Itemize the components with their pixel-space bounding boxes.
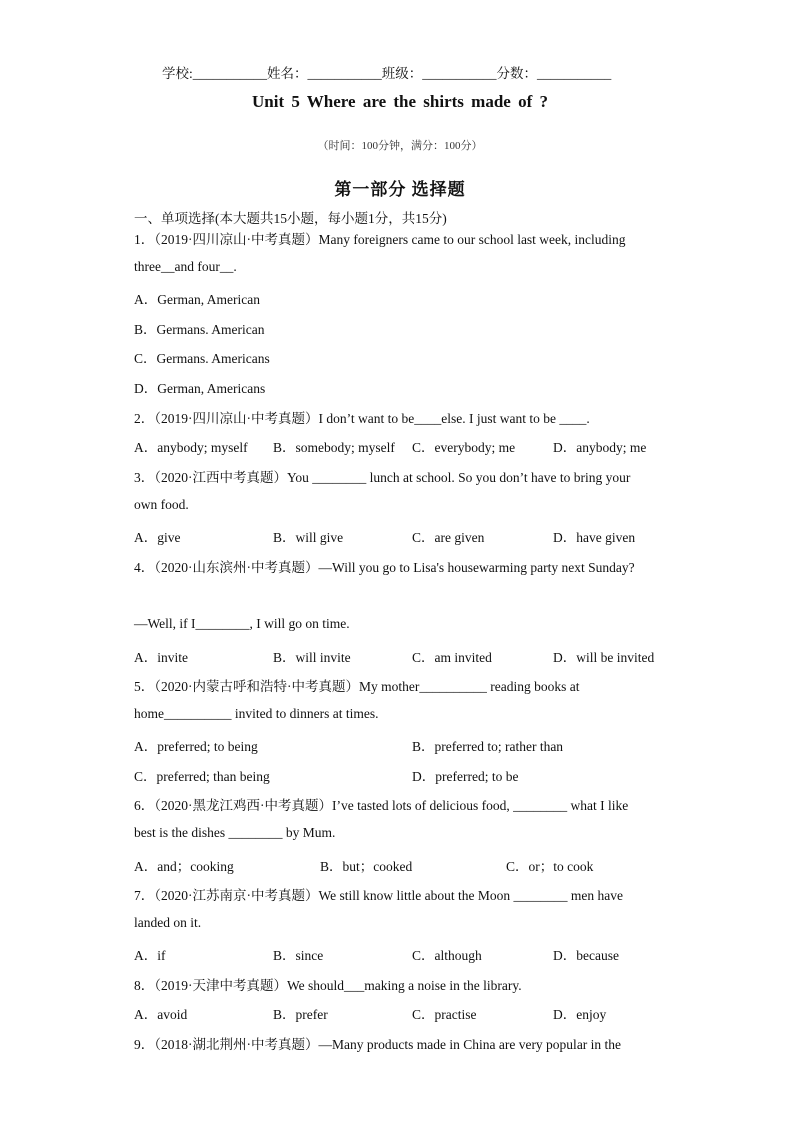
question-5: 5．（2020·内蒙古呼和浩特·中考真题）My mother__________ reading books at xyxy=(134,679,580,694)
q2-option-d[interactable]: D．anybody; me xyxy=(553,440,647,455)
question-1-cont: three__and four__. xyxy=(134,259,237,274)
section-heading: 第一部分 选择题 xyxy=(334,180,466,199)
q3-option-b[interactable]: B．will give xyxy=(273,530,344,545)
q3-option-c[interactable]: C．are given xyxy=(412,530,485,545)
q2-option-c[interactable]: C．everybody; me xyxy=(412,440,516,455)
q8-option-b[interactable]: B．prefer xyxy=(273,1007,328,1022)
question-4: 4．（2020·山东滨州·中考真题）—Will you go to Lisa's housewarming party next Sunday? xyxy=(134,560,635,575)
q7-option-a[interactable]: A．if xyxy=(134,948,166,963)
question-7-cont: landed on it. xyxy=(134,915,202,930)
question-4-cont: —Well, if I________, I will go on time. xyxy=(134,616,350,631)
page-title: Unit 5 Where are the shirts made of ? xyxy=(252,92,548,111)
question-6: 6．（2020·黑龙江鸡西·中考真题）I’ve tasted lots of delicious food, ________ what I like xyxy=(134,798,629,813)
exam-time-info: （时间：100分钟，满分：100分） xyxy=(317,140,483,152)
q5-option-d[interactable]: D．preferred; to be xyxy=(412,769,519,784)
q6-option-b[interactable]: B．but；cooked xyxy=(320,859,413,874)
q3-option-d[interactable]: D．have given xyxy=(553,530,636,545)
q2-option-b[interactable]: B．somebody; myself xyxy=(273,440,395,455)
q8-option-a[interactable]: A．avoid xyxy=(134,1007,188,1022)
q5-option-a[interactable]: A．preferred; to being xyxy=(134,739,258,754)
question-2: 2．（2019·四川凉山·中考真题）I don’t want to be____else. I just want to be ____. xyxy=(134,411,590,426)
q1-option-b[interactable]: B．Germans. American xyxy=(134,322,265,337)
question-3: 3．（2020·江西中考真题）You ________ lunch at school. So you don’t have to bring your xyxy=(134,470,631,485)
question-5-cont: home__________ invited to dinners at times. xyxy=(134,706,379,721)
student-info-header: 学校:___________姓名：___________班级：___________分数：___________ xyxy=(162,66,612,81)
q4-option-a[interactable]: A．invite xyxy=(134,650,188,665)
q1-option-c[interactable]: C．Germans. Americans xyxy=(134,351,270,366)
question-1: 1．（2019·四川凉山·中考真题）Many foreigners came to our school last week, including xyxy=(134,232,626,247)
question-8: 8．（2019·天津中考真题）We should___making a noise in the library. xyxy=(134,978,522,993)
question-9: 9．（2018·湖北荆州·中考真题）—Many products made in China are very popular in the xyxy=(134,1037,622,1052)
question-7: 7．（2020·江苏南京·中考真题）We still know little about the Moon ________ men have xyxy=(134,888,623,903)
q1-option-a[interactable]: A．German, American xyxy=(134,292,260,307)
q7-option-b[interactable]: B．since xyxy=(273,948,324,963)
q3-option-a[interactable]: A．give xyxy=(134,530,181,545)
q1-option-d[interactable]: D．German, Americans xyxy=(134,381,266,396)
q7-option-c[interactable]: C．although xyxy=(412,948,482,963)
q2-option-a[interactable]: A．anybody; myself xyxy=(134,440,248,455)
q6-option-c[interactable]: C．or；to cook xyxy=(506,859,594,874)
q8-option-c[interactable]: C．practise xyxy=(412,1007,477,1022)
q5-option-c[interactable]: C．preferred; than being xyxy=(134,769,270,784)
q8-option-d[interactable]: D．enjoy xyxy=(553,1007,607,1022)
q4-option-d[interactable]: D．will be invited xyxy=(553,650,655,665)
question-3-cont: own food. xyxy=(134,497,189,512)
q4-option-c[interactable]: C．am invited xyxy=(412,650,492,665)
q7-option-d[interactable]: D．because xyxy=(553,948,619,963)
part-instructions: 一、单项选择(本大题共15小题，每小题1分，共15分) xyxy=(134,211,447,226)
q5-option-b[interactable]: B．preferred to; rather than xyxy=(412,739,564,754)
q4-option-b[interactable]: B．will invite xyxy=(273,650,351,665)
question-6-cont: best is the dishes ________ by Mum. xyxy=(134,825,336,840)
q6-option-a[interactable]: A．and；cooking xyxy=(134,859,234,874)
